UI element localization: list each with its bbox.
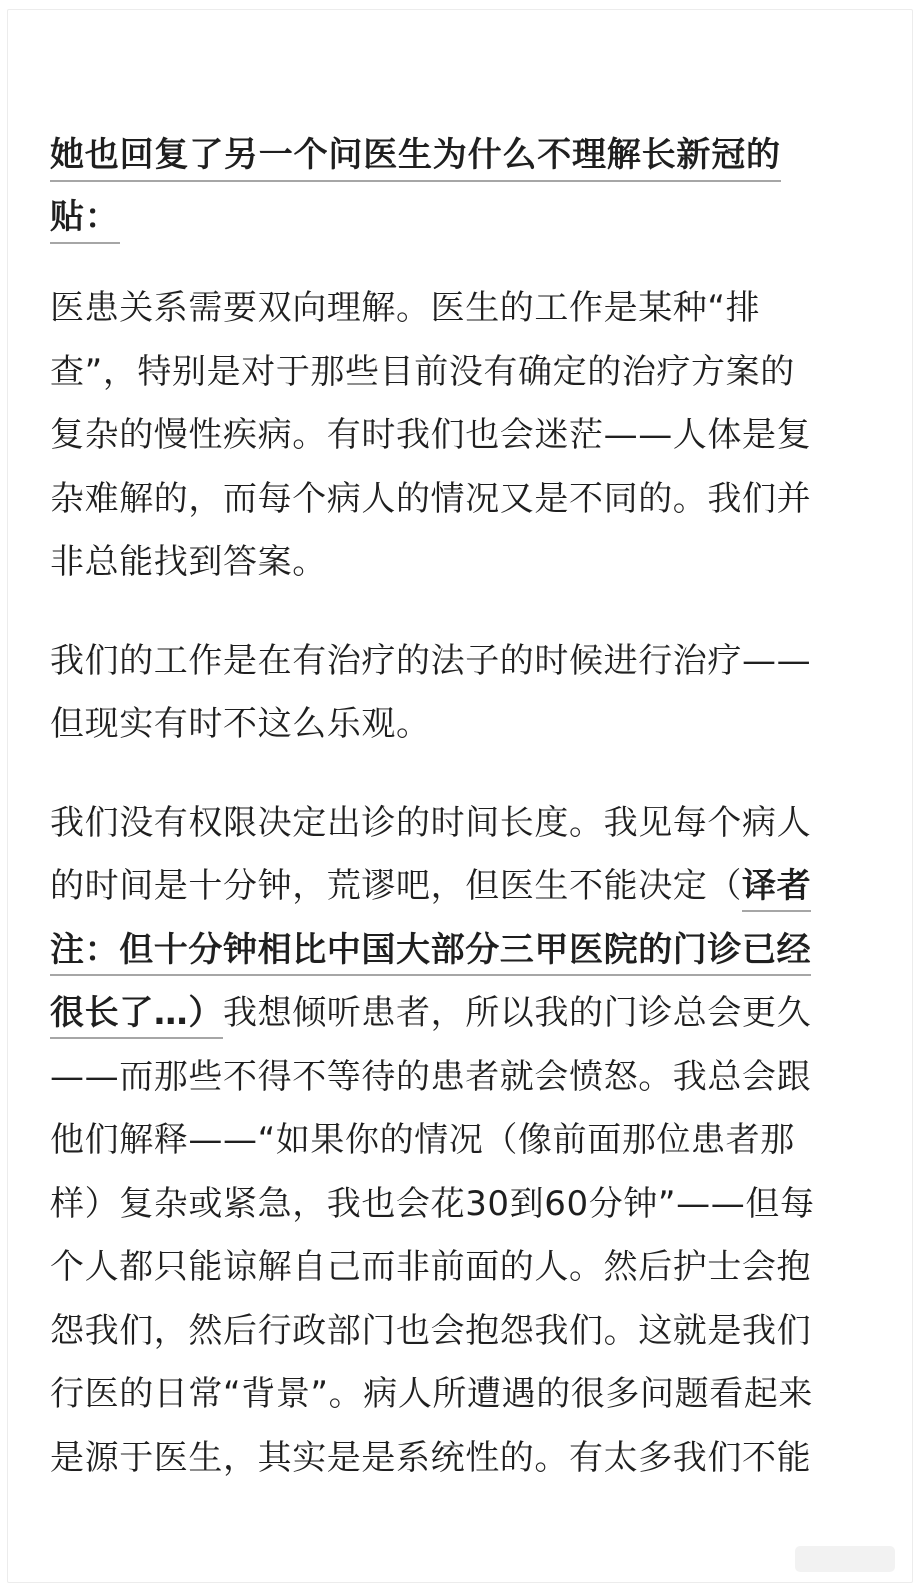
text-line: 我们没有权限决定出诊的时间长度。我见每个病人 [50, 802, 812, 843]
translator-note-text: 很长了…） [50, 993, 223, 1039]
text-line: 我们的工作是在有治疗的法子的时候进行治疗—— [50, 640, 812, 681]
text-line: 但现实有时不这么乐观。 [50, 704, 431, 744]
text-line: 医患关系需要双向理解。医生的工作是某种“排 [50, 288, 761, 328]
text-line: 怨我们，然后行政部门也会抱怨我们。这就是我们 [50, 1310, 812, 1351]
text-line: 个人都只能谅解自己而非前面的人。然后护士会抱 [50, 1247, 812, 1287]
heading-text: 她也回复了另一个问医生为什么不理解长新冠的 [50, 135, 781, 182]
paragraph-1 [50, 277, 860, 595]
heading-text: 贴： [50, 197, 120, 244]
text-line: 样）复杂或紧急，我也会花30到60分钟”——但每 [50, 1183, 815, 1224]
article-heading [50, 124, 860, 248]
text-line: 复杂的慢性疾病。有时我们也会迷茫——人体是复 [50, 415, 812, 455]
text-line: 他们解释——“如果你的情况（像前面那位患者那 [50, 1120, 795, 1160]
text-line [50, 855, 860, 919]
paragraph-3 [50, 792, 860, 1491]
text-line: 非总能找到答案。 [50, 542, 327, 582]
plain-text: 我想倾听患者，所以我的门诊总会更久 [223, 993, 812, 1033]
translator-note-text: 译者 [742, 866, 811, 912]
translator-note-text: 注：但十分钟相比中国大部分三甲医院的门诊已经 [50, 930, 811, 976]
heading-line [50, 124, 860, 186]
text-line [50, 919, 860, 983]
text-line: 行医的日常“背景”。病人所遭遇的很多问题看起来 [50, 1374, 814, 1414]
watermark-badge [795, 1546, 895, 1572]
text-line: 杂难解的，而每个病人的情况又是不同的。我们并 [50, 478, 812, 519]
text-line [50, 982, 860, 1046]
text-line: 是源于医生，其实是是系统性的。有太多我们不能 [50, 1437, 812, 1478]
paragraph-2 [50, 630, 860, 757]
article-body [50, 124, 860, 1490]
text-line: ——而那些不得不等待的患者就会愤怒。我总会跟 [50, 1056, 812, 1097]
plain-text: 的时间是十分钟，荒谬吧，但医生不能决定（ [50, 866, 742, 906]
heading-line [50, 186, 860, 248]
text-line: 查”，特别是对于那些目前没有确定的治疗方案的 [50, 351, 795, 392]
